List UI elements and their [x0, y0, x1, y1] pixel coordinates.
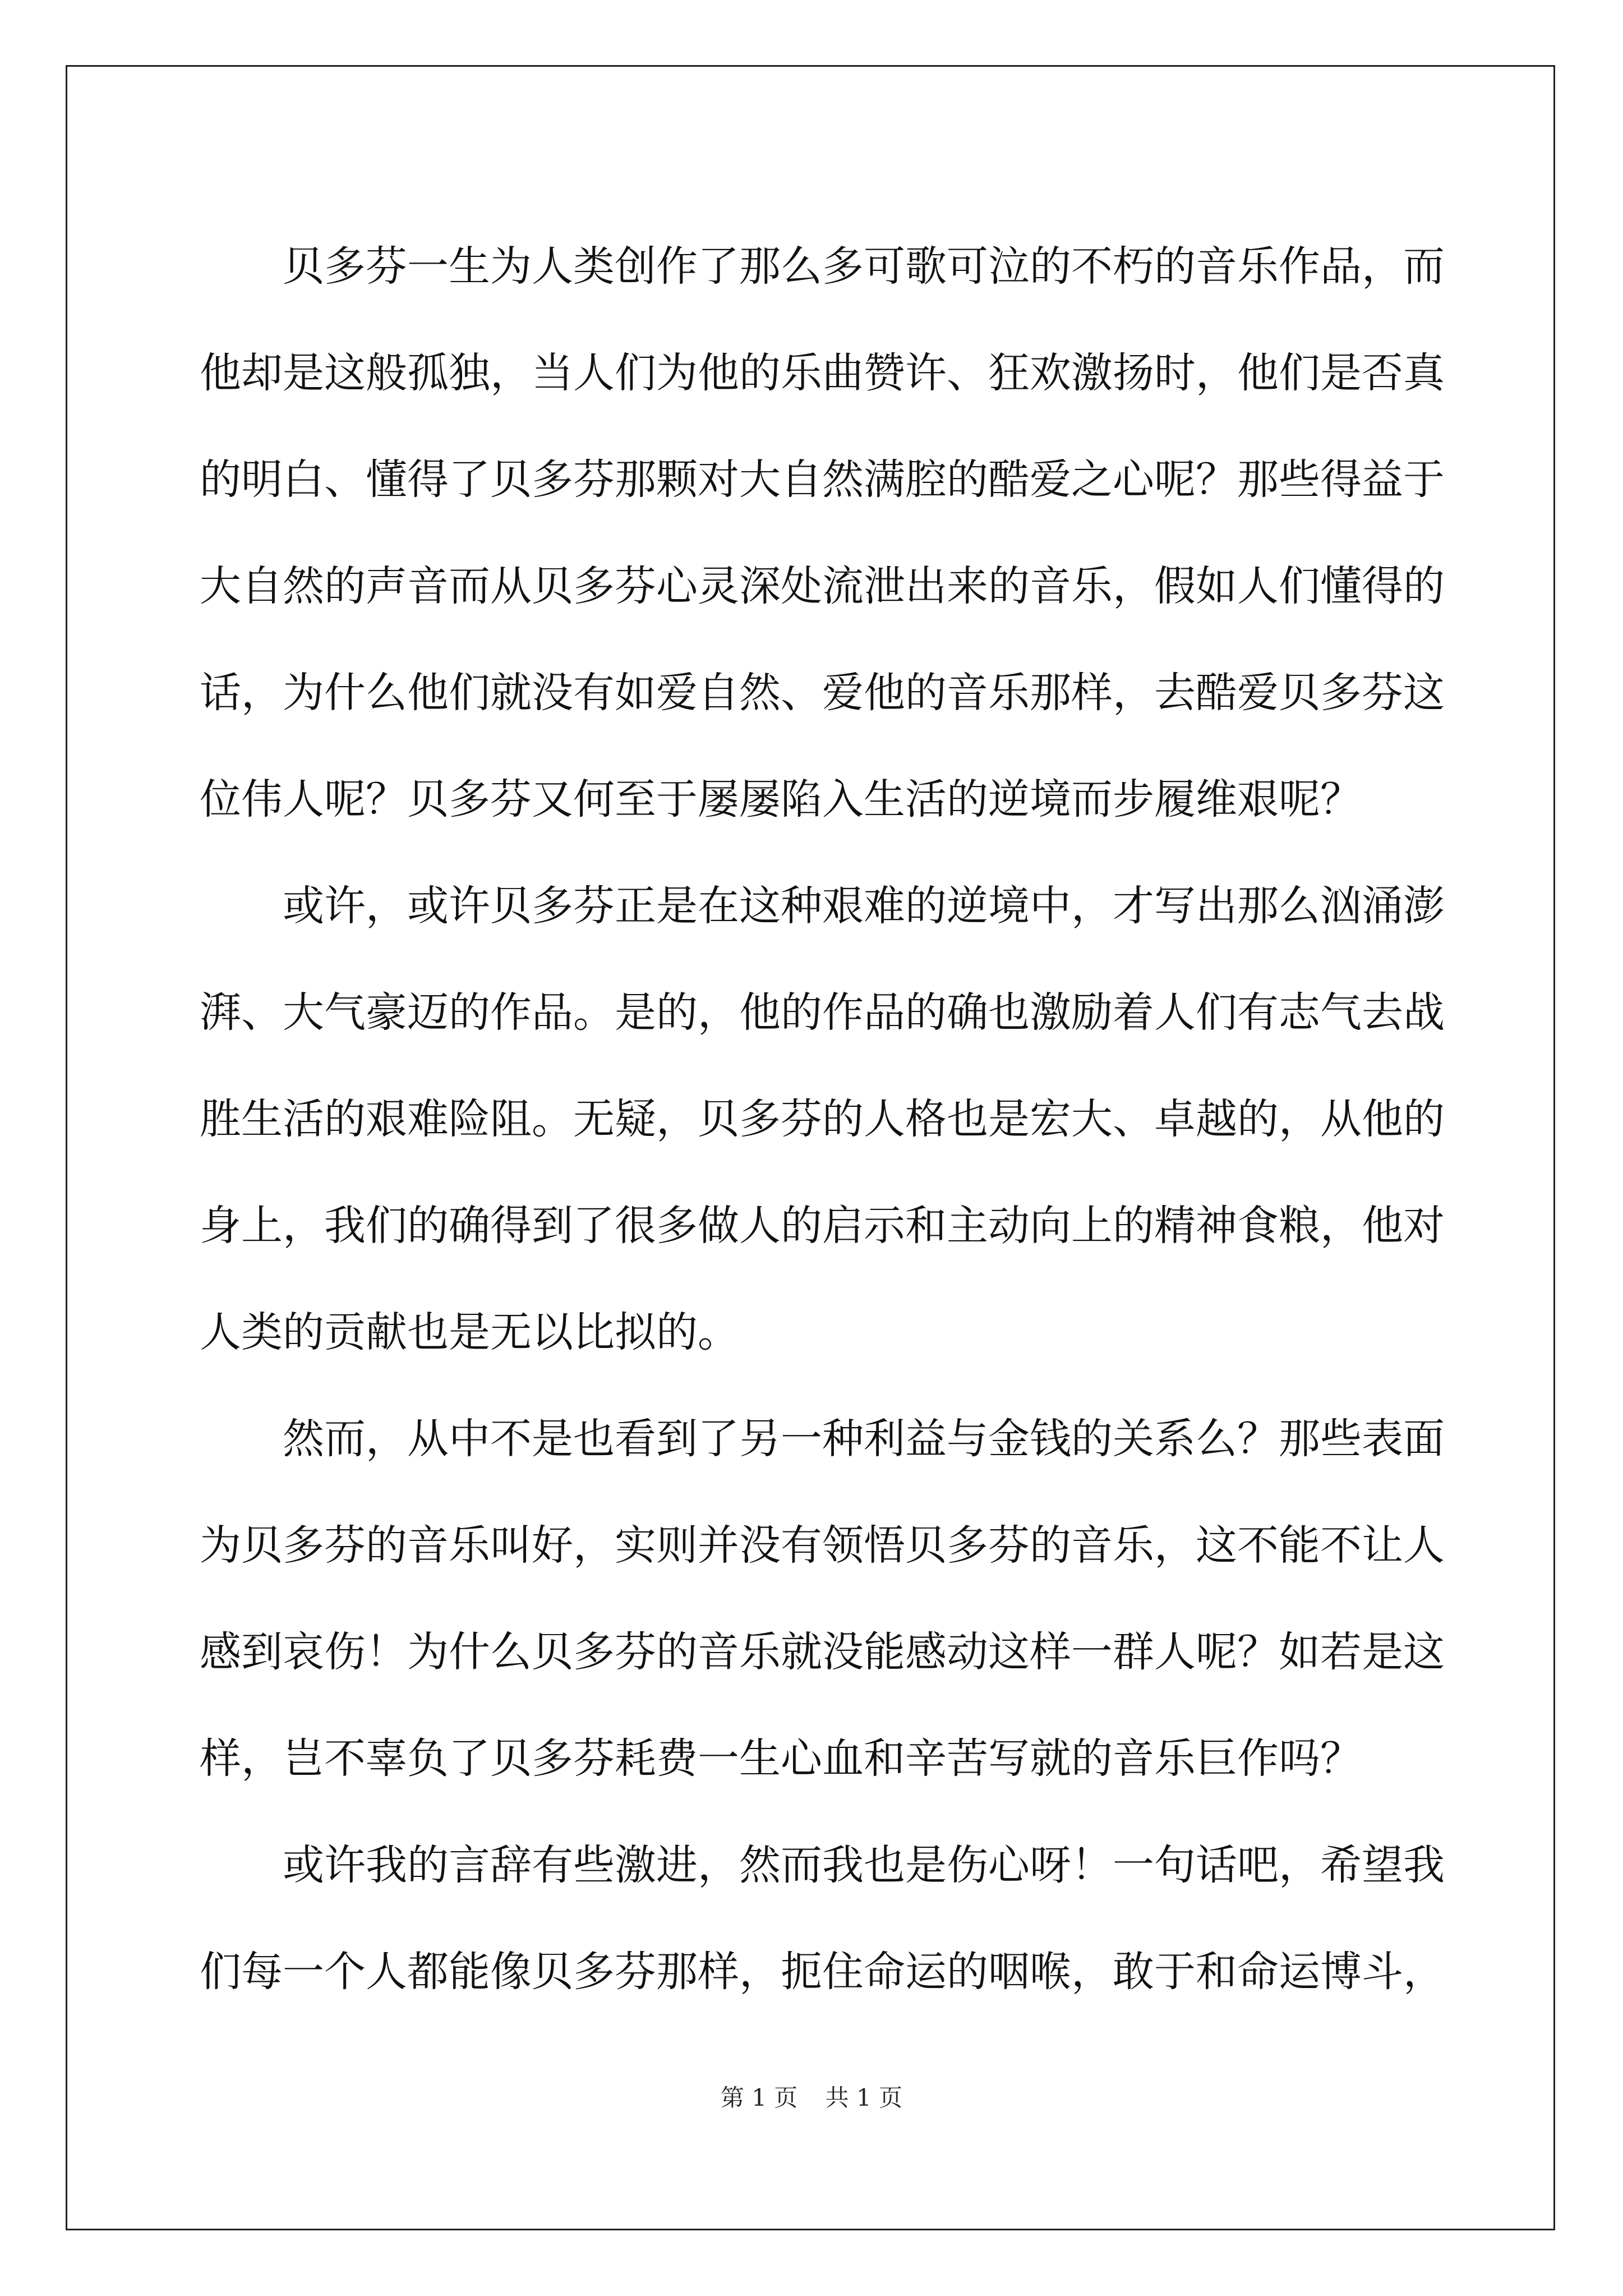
- page-number-total: 共 1 页: [825, 2084, 903, 2111]
- text-line: 湃、大气豪迈的作品。是的，他的作品的确也激励着人们有志气去战: [200, 988, 1445, 1037]
- text-line: 人类的贡献也是无以比拟的。: [200, 1308, 739, 1356]
- text-line: 话，为什么他们就没有如爱自然、爱他的音乐那样，去酷爱贝多芬这: [200, 669, 1445, 717]
- text-line: 或许我的言辞有些激进，然而我也是伤心呀！一句话吧，希望我: [283, 1841, 1445, 1889]
- text-line: 胜生活的艰难险阻。无疑，贝多芬的人格也是宏大、卓越的，从他的: [200, 1095, 1445, 1143]
- text-line: 身上，我们的确得到了很多做人的启示和主动向上的精神食粮，他对: [200, 1202, 1445, 1250]
- text-line: 贝多芬一生为人类创作了那么多可歌可泣的不朽的音乐作品，而: [283, 242, 1445, 291]
- text-line: 样，岂不辜负了贝多芬耗费一生心血和辛苦写就的音乐巨作吗？: [200, 1734, 1362, 1783]
- text-line: 然而，从中不是也看到了另一种利益与金钱的关系么？那些表面: [283, 1415, 1445, 1463]
- text-line: 们每一个人都能像贝多芬那样，扼住命运的咽喉，敢于和命运博斗，: [200, 1948, 1445, 1996]
- text-line: 或许，或许贝多芬正是在这种艰难的逆境中，才写出那么汹涌澎: [283, 882, 1445, 930]
- text-line: 为贝多芬的音乐叫好，实则并没有领悟贝多芬的音乐，这不能不让人: [200, 1521, 1445, 1570]
- text-line: 的明白、懂得了贝多芬那颗对大自然满腔的酷爱之心呢？那些得益于: [200, 455, 1445, 504]
- text-line: 感到哀伤！为什么贝多芬的音乐就没能感动这样一群人呢？如若是这: [200, 1628, 1445, 1676]
- text-line: 他却是这般孤独，当人们为他的乐曲赞许、狂欢激扬时，他们是否真: [200, 349, 1445, 397]
- page-number-current: 第 1 页: [720, 2084, 798, 2111]
- text-line: 位伟人呢？贝多芬又何至于屡屡陷入生活的逆境而步履维艰呢？: [200, 775, 1362, 823]
- page-footer: [0, 2081, 1623, 2115]
- text-line: 大自然的声音而从贝多芬心灵深处流泄出来的音乐，假如人们懂得的: [200, 562, 1445, 610]
